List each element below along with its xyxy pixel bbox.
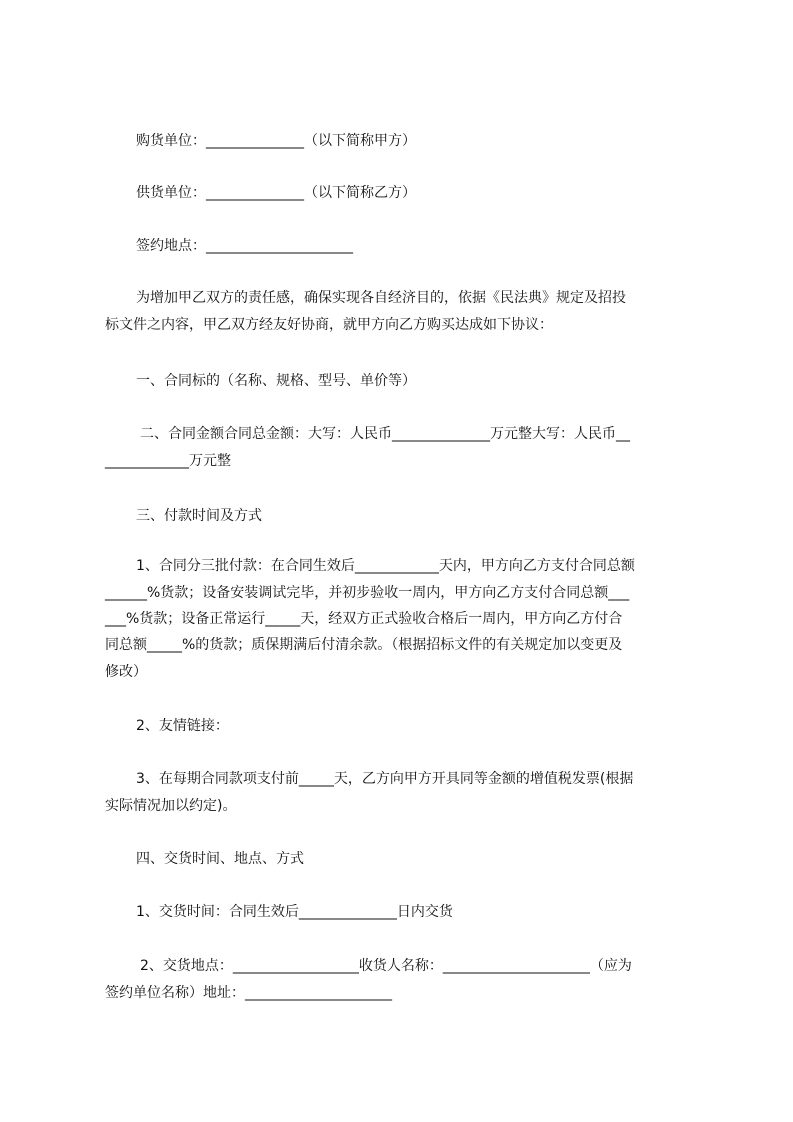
section-3-title: 三、付款时间及方式 (136, 508, 262, 524)
section-1-title: 一、合同标的（名称、规格、型号、单价等） (136, 373, 416, 389)
payment-line-3: ___%货款；设备正常运行_____天，经双方正式验收合格后一周内，甲方向乙方付合 (105, 611, 623, 627)
delivery-place-line-2: 签约单位名称）地址：_____________________ (105, 985, 392, 1001)
section-4-title: 四、交货时间、地点、方式 (136, 851, 304, 867)
payment-line-4: 同总额_____%的货款；质保期满后付清余款。（根据招标文件的有关规定加以变更及 (105, 637, 623, 653)
delivery-place-line-1: 2、交货地点：__________________收货人名称：_____________________（应为 (140, 958, 632, 974)
payment-line-1: 1、合同分三批付款：在合同生效后____________天内，甲方向乙方支付合同总额 (136, 558, 635, 574)
payment-line-2: ______%货款；设备安装调试完毕，并初步验收一周内，甲方向乙方支付合同总额___ (105, 585, 630, 601)
invoice-line-1: 3、在每期合同款项支付前_____天，乙方向甲方开具同等金额的增值税发票(根据 (136, 771, 634, 787)
purchaser-line: 购货单位：______________（以下简称甲方） (136, 133, 416, 149)
link-line: 2、友情链接： (136, 718, 229, 734)
delivery-time-line: 1、交货时间：合同生效后______________日内交货 (136, 904, 453, 920)
section-2-line-2: ____________万元整 (105, 453, 231, 469)
signing-place-line: 签约地点：_____________________ (136, 238, 353, 254)
payment-line-5: 修改） (105, 664, 147, 680)
intro-line-2: 标文件之内容，甲乙双方经友好协商，就甲方向乙方购买达成如下协议： (105, 317, 553, 333)
intro-line-1: 为增加甲乙双方的责任感，确保实现各自经济目的，依据《民法典》规定及招投 (136, 290, 626, 306)
section-2-line-1: 二、合同金额合同总金额：大写：人民币______________万元整大写：人民币__ (140, 426, 630, 442)
invoice-line-2: 实际情况加以约定)。 (105, 798, 237, 814)
supplier-line: 供货单位：______________（以下简称乙方） (136, 185, 416, 201)
